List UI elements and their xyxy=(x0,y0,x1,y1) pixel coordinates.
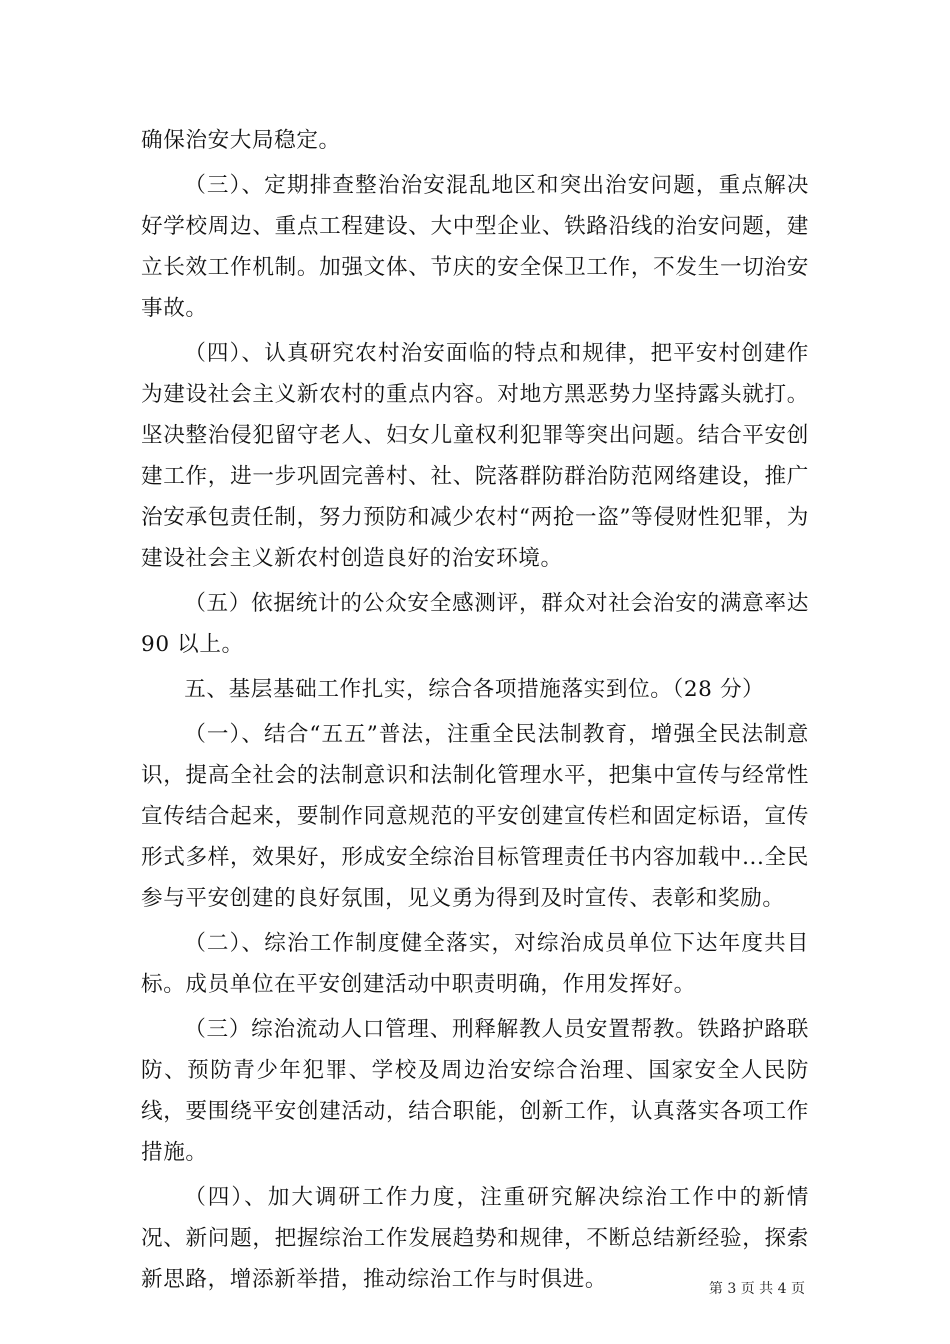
paragraph-3: （四）、认真研究农村治安面临的特点和规律，把平安村创建作为建设社会主义新农村的重点内容。对地方黑恶势力坚持露头就打。坚决整治侵犯留守老人、妇女儿童权利犯罪等突出问题。结合平安创建工作，进一步巩固完善村、社、院落群防群治防范网络建设，推广治安承包责任制，努力预防和减少农村“两抢一盗”等侵财性犯罪，为建设社会主义新农村创造良好的治安环境。 xyxy=(141,341,809,571)
paragraph-8: （三）综治流动人口管理、刑释解教人员安置帮教。铁路护路联防、预防青少年犯罪、学校及周边治安综合治理、国家安全人民防线，要围绕平安创建活动，结合职能，创新工作，认真落实各项工作措施。 xyxy=(141,1017,809,1165)
page-number: 第 3 页 共 4 页 xyxy=(708,1281,805,1297)
paragraph-9: （四）、加大调研工作力度，注重研究解决综治工作中的新情况、新问题，把握综治工作发展趋势和规律，不断总结新经验，探索新思路，增添新举措，推动综治工作与时俱进。 xyxy=(141,1185,809,1292)
document-body xyxy=(141,120,809,1300)
paragraph-1: 确保治安大局稳定。 xyxy=(141,128,341,153)
paragraph-6: （一）、结合“五五”普法，注重全民法制教育，增强全民法制意识，提高全社会的法制意识和法制化管理水平，把集中宣传与经常性宣传结合起来，要制作同意规范的平安创建宣传栏和固定标语，宣传形式多样，效果好，形成安全综治目标管理责任书内容加载中...全民参与平安创建的良好氛围，见义勇为得到及时宣传、表彰和奖励。 xyxy=(141,722,809,911)
paragraph-2: （三）、定期排查整治治安混乱地区和突出治安问题，重点解决好学校周边、重点工程建设、大中型企业、铁路沿线的治安问题，建立长效工作机制。加强文体、节庆的安全保卫工作，不发生一切治安事故。 xyxy=(141,173,809,321)
paragraph-7: （二）、综治工作制度健全落实，对综治成员单位下达年度共目标。成员单位在平安创建活动中职责明确，作用发挥好。 xyxy=(141,931,809,997)
paragraph-4: （五）依据统计的公众安全感测评，群众对社会治安的满意率达 90 以上。 xyxy=(141,591,809,657)
section-heading-5: 五、基层基础工作扎实，综合各项措施落实到位。（28 分） xyxy=(184,677,765,702)
